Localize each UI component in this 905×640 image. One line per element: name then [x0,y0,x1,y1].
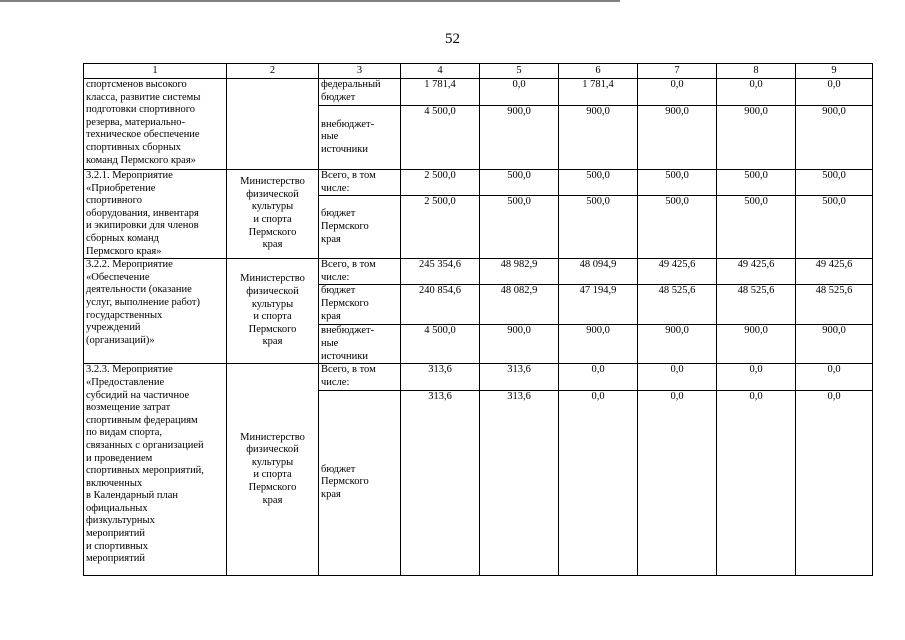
value-cell: 48 525,6 [796,285,873,325]
funding-source: Всего, в том числе: [319,364,401,390]
header-cell: 2 [227,64,319,79]
value-cell: 900,0 [796,325,873,364]
value-cell: 900,0 [638,325,717,364]
funding-source: бюджет Пермского края [319,285,401,325]
funding-source: Всего, в том числе: [319,259,401,285]
value-cell: 47 194,9 [559,285,638,325]
value-cell: 0,0 [717,364,796,390]
value-cell: 500,0 [796,196,873,259]
value-cell: 500,0 [796,170,873,196]
value-cell: 245 354,6 [401,259,480,285]
value-cell: 900,0 [717,325,796,364]
executor-cell: Министерство физической культуры и спорта Пермского края [227,170,319,259]
value-cell: 1 781,4 [401,79,480,106]
funding-source: внебюджет- ные источники [319,106,401,170]
value-cell: 500,0 [717,170,796,196]
value-cell: 900,0 [717,106,796,170]
value-cell: 48 094,9 [559,259,638,285]
value-cell: 900,0 [480,106,559,170]
funding-source: федеральный бюджет [319,79,401,106]
table-row [84,170,873,196]
value-cell: 500,0 [559,170,638,196]
top-scan-edge [0,0,905,2]
value-cell: 4 500,0 [401,106,480,170]
header-cell: 9 [796,64,873,79]
value-cell: 240 854,6 [401,285,480,325]
value-cell: 313,6 [401,364,480,390]
header-cell: 3 [319,64,401,79]
funding-source: Всего, в том числе: [319,170,401,196]
value-cell: 49 425,6 [717,259,796,285]
value-cell: 500,0 [638,196,717,259]
value-cell: 500,0 [717,196,796,259]
value-cell: 0,0 [638,364,717,390]
value-cell: 49 425,6 [796,259,873,285]
value-cell: 0,0 [480,79,559,106]
budget-table [83,63,873,576]
value-cell: 2 500,0 [401,196,480,259]
header-cell: 1 [84,64,227,79]
value-cell: 900,0 [559,106,638,170]
value-cell: 48 525,6 [717,285,796,325]
executor-cell [227,79,319,170]
value-cell: 1 781,4 [559,79,638,106]
value-cell: 313,6 [401,390,480,575]
value-cell: 500,0 [480,170,559,196]
header-cell: 7 [638,64,717,79]
value-cell: 0,0 [559,390,638,575]
table-row [84,259,873,285]
value-cell: 0,0 [559,364,638,390]
executor-cell: Министерство физической культуры и спорта Пермского края [227,259,319,364]
header-row [84,64,873,79]
value-cell: 49 425,6 [638,259,717,285]
value-cell: 900,0 [638,106,717,170]
table-row [84,364,873,390]
header-cell: 8 [717,64,796,79]
header-cell: 4 [401,64,480,79]
value-cell: 4 500,0 [401,325,480,364]
activity-description: спортсменов высокого класса, развитие системы подготовки спортивного резерва, материально- техническое обеспечение спортивных сборных команд Пермского края» [84,79,227,170]
activity-description: 3.2.1. Мероприятие «Приобретение спортивного оборудования, инвентаря и экипировки для членов сборных команд Пермского края» [84,170,227,259]
value-cell: 900,0 [559,325,638,364]
page-number: 52 [445,31,460,47]
value-cell: 0,0 [796,79,873,106]
value-cell: 2 500,0 [401,170,480,196]
value-cell: 500,0 [559,196,638,259]
value-cell: 48 982,9 [480,259,559,285]
value-cell: 0,0 [638,79,717,106]
value-cell: 0,0 [796,364,873,390]
header-cell: 5 [480,64,559,79]
header-cell: 6 [559,64,638,79]
table-row [84,79,873,106]
value-cell: 900,0 [796,106,873,170]
value-cell: 313,6 [480,364,559,390]
value-cell: 0,0 [717,390,796,575]
activity-description: 3.2.2. Мероприятие «Обеспечение деятельности (оказание услуг, выполнение работ) государственных учреждений (организаций)» [84,259,227,364]
value-cell: 0,0 [717,79,796,106]
funding-source: бюджет Пермского края [319,390,401,575]
value-cell: 500,0 [480,196,559,259]
value-cell: 500,0 [638,170,717,196]
executor-cell: Министерство физической культуры и спорта Пермского края [227,364,319,575]
value-cell: 900,0 [480,325,559,364]
value-cell: 0,0 [796,390,873,575]
value-cell: 0,0 [638,390,717,575]
value-cell: 48 082,9 [480,285,559,325]
value-cell: 313,6 [480,390,559,575]
activity-description: 3.2.3. Мероприятие «Предоставление субсидий на частичное возмещение затрат спортивным федерациям по видам спорта, связанных с организацией и проведением спортивных мероприятий, включенных в Календарный план официальных физкультурных мероприятий и спортивных мероприятий [84,364,227,575]
funding-source: внебюджет- ные источники [319,325,401,364]
value-cell: 48 525,6 [638,285,717,325]
funding-source: бюджет Пермского края [319,196,401,259]
